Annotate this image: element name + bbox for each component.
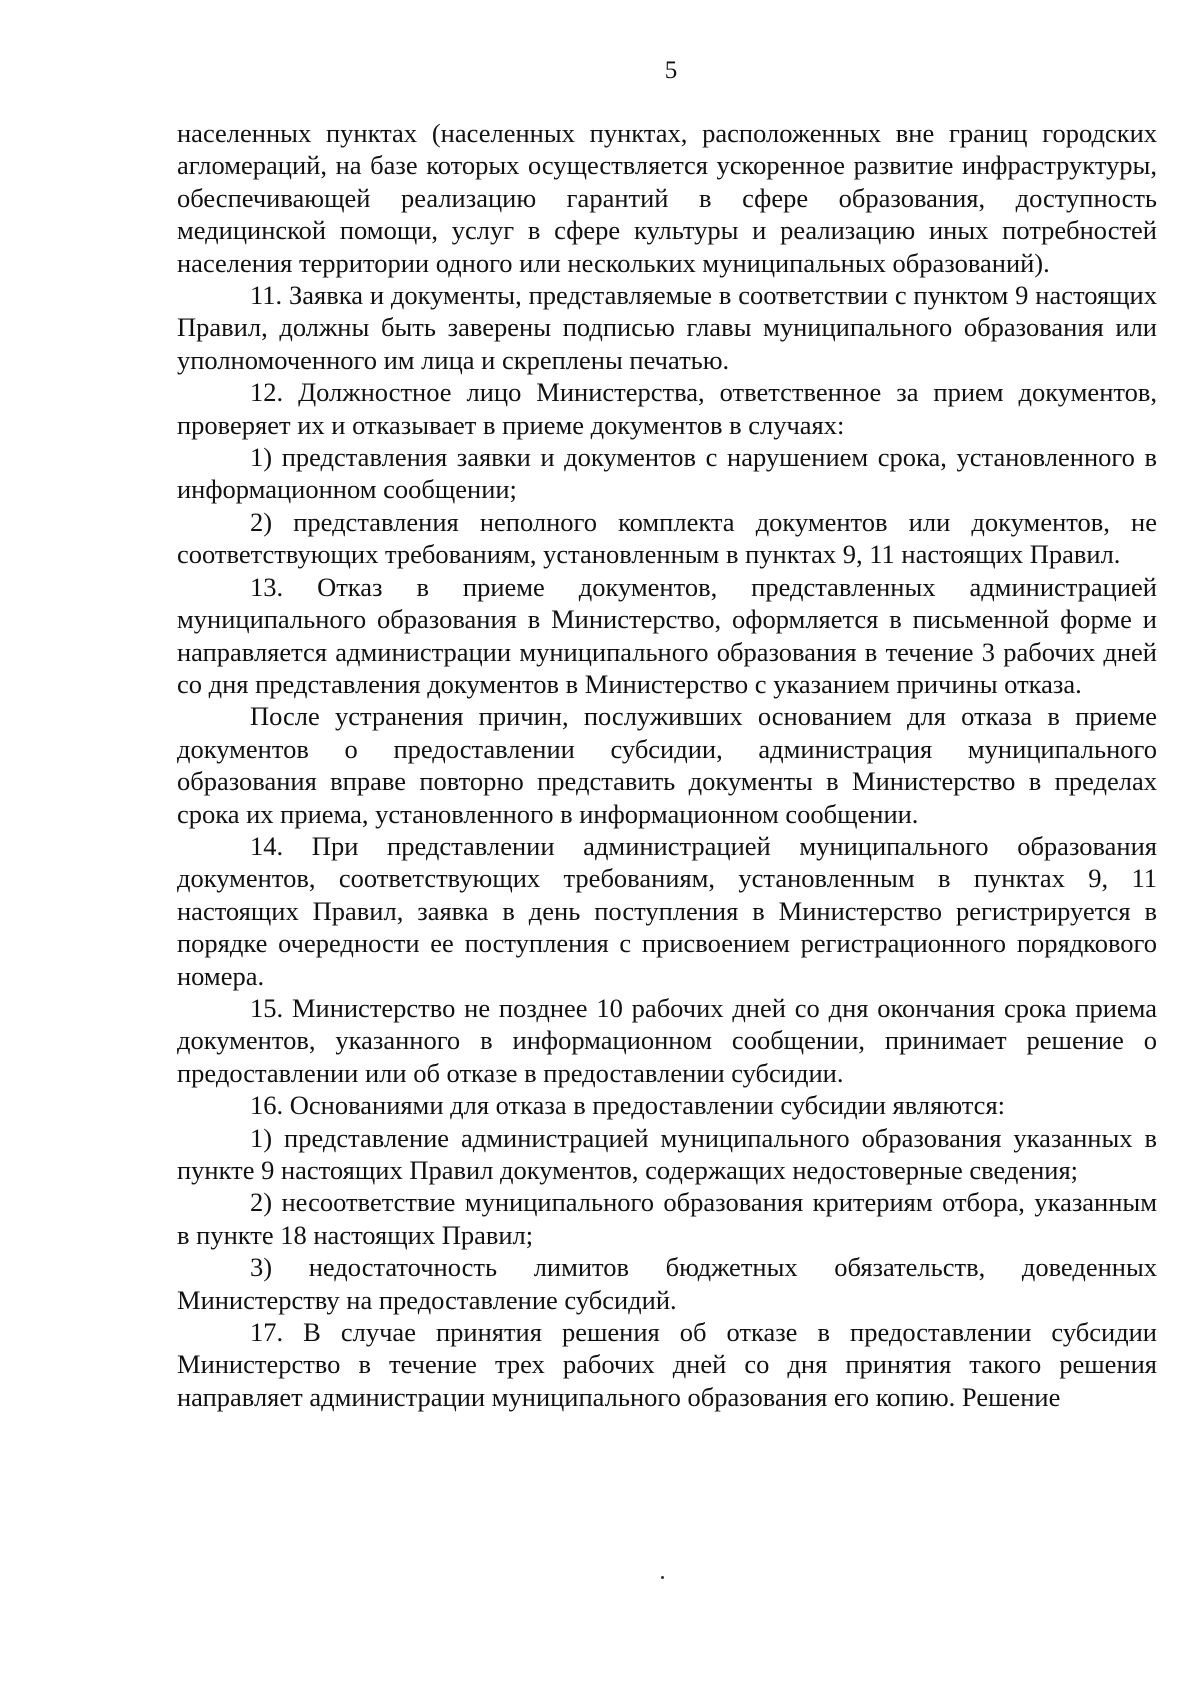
scan-speck [661,1576,664,1579]
paragraph-item-13-resubmission: После устранения причин, послуживших основанием для отказа в приеме документов о предоставлении субсидии, администрация муниципального образования вправе повторно представить документы в Министерство в пределах срока их приема, установленного в информационном сообщении. [177,701,1157,829]
paragraph-item-13: 13. Отказ в приеме документов, представленных администрацией муниципального образования в Министерство, оформляется в письменной форме и направляется администрации муниципального образования в течение 3 рабочих дней со дня представления документов в Министерство с указанием причины отказа. [177,571,1157,699]
paragraph-continuation: населенных пунктах (населенных пунктах, расположенных вне границ городских агломераций, на базе которых осуществляется ускоренное развитие инфраструктуры, обеспечивающей реализацию гарантий в сфере образования, доступность медицинской помощи, услуг в сфере культуры и реализацию иных потребностей населения территории одного или нескольких муниципальных образований). [177,118,1157,278]
paragraph-item-12: 12. Должностное лицо Министерства, ответственное за прием документов, проверяет их и отказывает в приеме документов в случаях: [177,377,1157,440]
paragraph-item-16-sub-1: 1) представление администрацией муниципального образования указанных в пункте 9 настоящих Правил документов, содержащих недостоверные сведения; [177,1122,1157,1185]
paragraph-item-15: 15. Министерство не позднее 10 рабочих дней со дня окончания срока приема документов, указанного в информационном сообщении, принимает решение о предоставлении или об отказе в предоставлении субсидии. [177,992,1157,1088]
document-body [177,117,1157,1413]
paragraph-item-11: 11. Заявка и документы, представляемые в соответствии с пунктом 9 настоящих Правил, должны быть заверены подписью главы муниципального образования или уполномоченного им лица и скреплены печатью. [177,280,1157,375]
paragraph-item-12-sub-2: 2) представления неполного комплекта документов или документов, не соответствующих требованиям, установленным в пунктах 9, 11 настоящих Правил. [177,506,1157,570]
paragraph-item-16: 16. Основаниями для отказа в предоставлении субсидии являются: [250,1090,1005,1121]
paragraph-item-14: 14. При представлении администрацией муниципального образования документов, соответствующих требованиям, установленным в пунктах 9, 11 настоящих Правил, заявка в день поступления в Министерство регистрируется в порядке очередности ее поступления с присвоением регистрационного порядкового номера. [177,830,1157,991]
paragraph-item-16-sub-3: 3) недостаточность лимитов бюджетных обязательств, доведенных Министерству на предоставление субсидий. [177,1252,1157,1315]
page-number: 5 [664,57,678,84]
paragraph-item-12-sub-1: 1) представления заявки и документов с нарушением срока, установленного в информационном сообщении; [177,442,1157,505]
paragraph-item-16-sub-2: 2) несоответствие муниципального образования критериям отбора, указанным в пункте 18 настоящих Правил; [177,1187,1157,1250]
paragraph-item-17: 17. В случае принятия решения об отказе в предоставлении субсидии Министерство в течение трех рабочих дней со дня принятия такого решения направляет администрации муниципального образования его копию. Решение [177,1317,1157,1412]
